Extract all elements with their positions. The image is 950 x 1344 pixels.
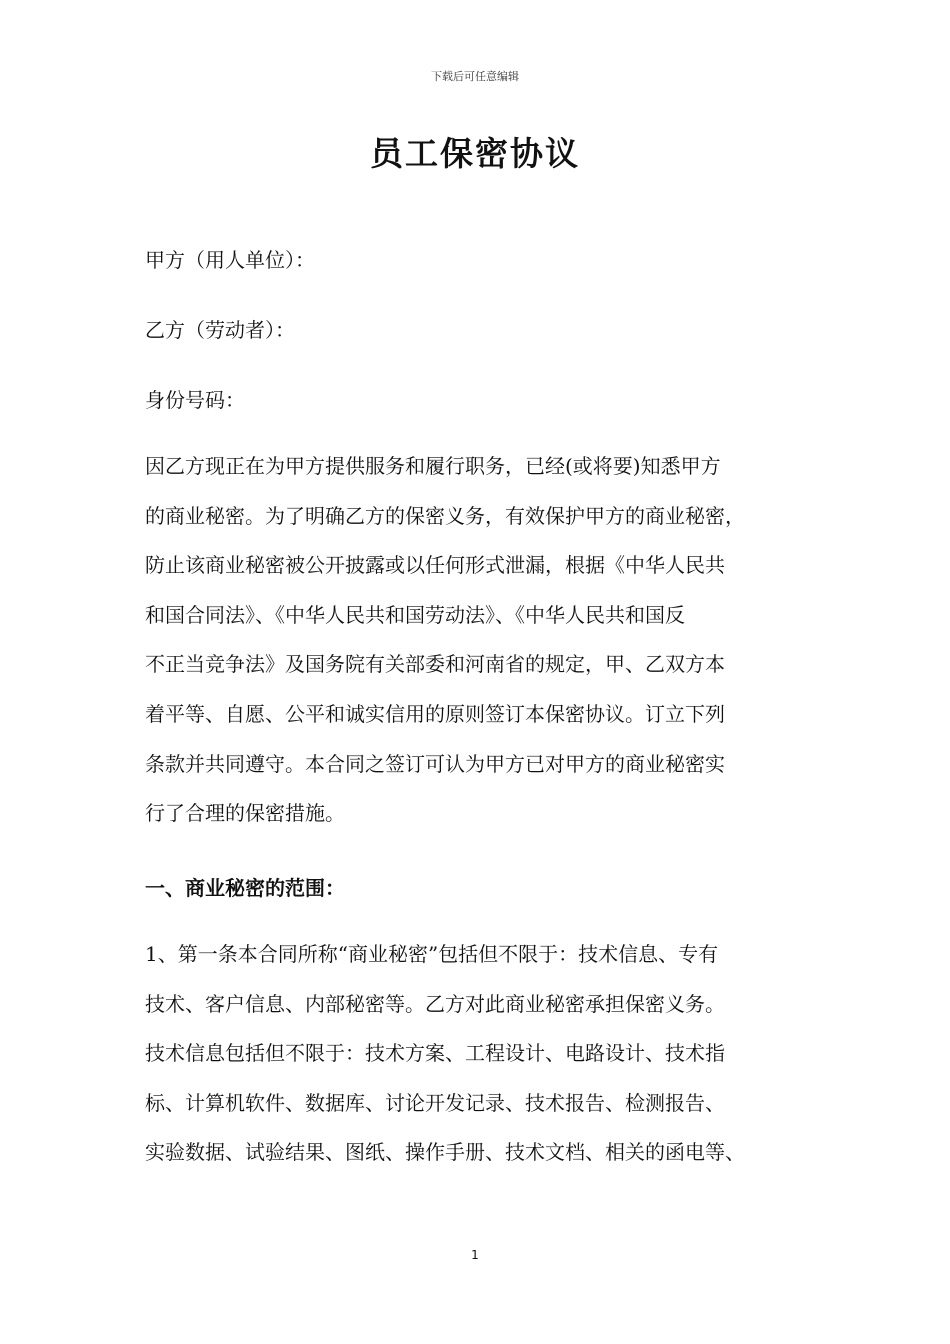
party-b-label: 乙方（劳动者）： bbox=[145, 318, 295, 342]
page-number: 1 bbox=[471, 1248, 479, 1262]
paragraph-line: 实验数据、试验结果、图纸、操作手册、技术文档、相关的函电等、 bbox=[145, 1140, 745, 1165]
paragraph-line: 标、计算机软件、数据库、讨论开发记录、技术报告、检测报告、 bbox=[145, 1090, 725, 1115]
id-number-label: 身份号码： bbox=[145, 388, 245, 412]
paragraph-line: 因乙方现正在为甲方提供服务和履行职务，已经(或将要)知悉甲方 bbox=[145, 454, 721, 478]
paragraph-line: 技术信息包括但不限于：技术方案、工程设计、电路设计、技术指 bbox=[145, 1041, 725, 1066]
paragraph-line: 条款并共同遵守。本合同之签订可认为甲方已对甲方的商业秘密实 bbox=[145, 751, 725, 776]
paragraph-line: 不正当竞争法》及国务院有关部委和河南省的规定，甲、乙双方本 bbox=[145, 652, 725, 677]
paragraph-line: 和国合同法》、《中华人民共和国劳动法》、《中华人民共和国反 bbox=[145, 602, 685, 627]
document-title: 员工保密协议 bbox=[370, 134, 580, 173]
paragraph-line: 防止该商业秘密被公开披露或以任何形式泄漏，根据《中华人民共 bbox=[145, 553, 725, 578]
paragraph-line: 技术、客户信息、内部秘密等。乙方对此商业秘密承担保密义务。 bbox=[145, 991, 725, 1016]
paragraph-line: 行了合理的保密措施。 bbox=[145, 801, 345, 826]
paragraph-line: 着平等、自愿、公平和诚实信用的原则签订本保密协议。订立下列 bbox=[145, 701, 725, 726]
section-1-heading: 一、商业秘密的范围： bbox=[145, 876, 345, 900]
party-a-label: 甲方（用人单位）： bbox=[145, 248, 315, 272]
page-header-note: 下载后可任意编辑 bbox=[431, 70, 519, 83]
paragraph-line: 的商业秘密。为了明确乙方的保密义务，有效保护甲方的商业秘密， bbox=[145, 503, 745, 528]
section-1-paragraph bbox=[145, 930, 810, 1178]
preamble-paragraph bbox=[145, 442, 810, 839]
paragraph-line: 1、第一条本合同所称“商业秘密”包括但不限于：技术信息、专有 bbox=[145, 942, 719, 966]
